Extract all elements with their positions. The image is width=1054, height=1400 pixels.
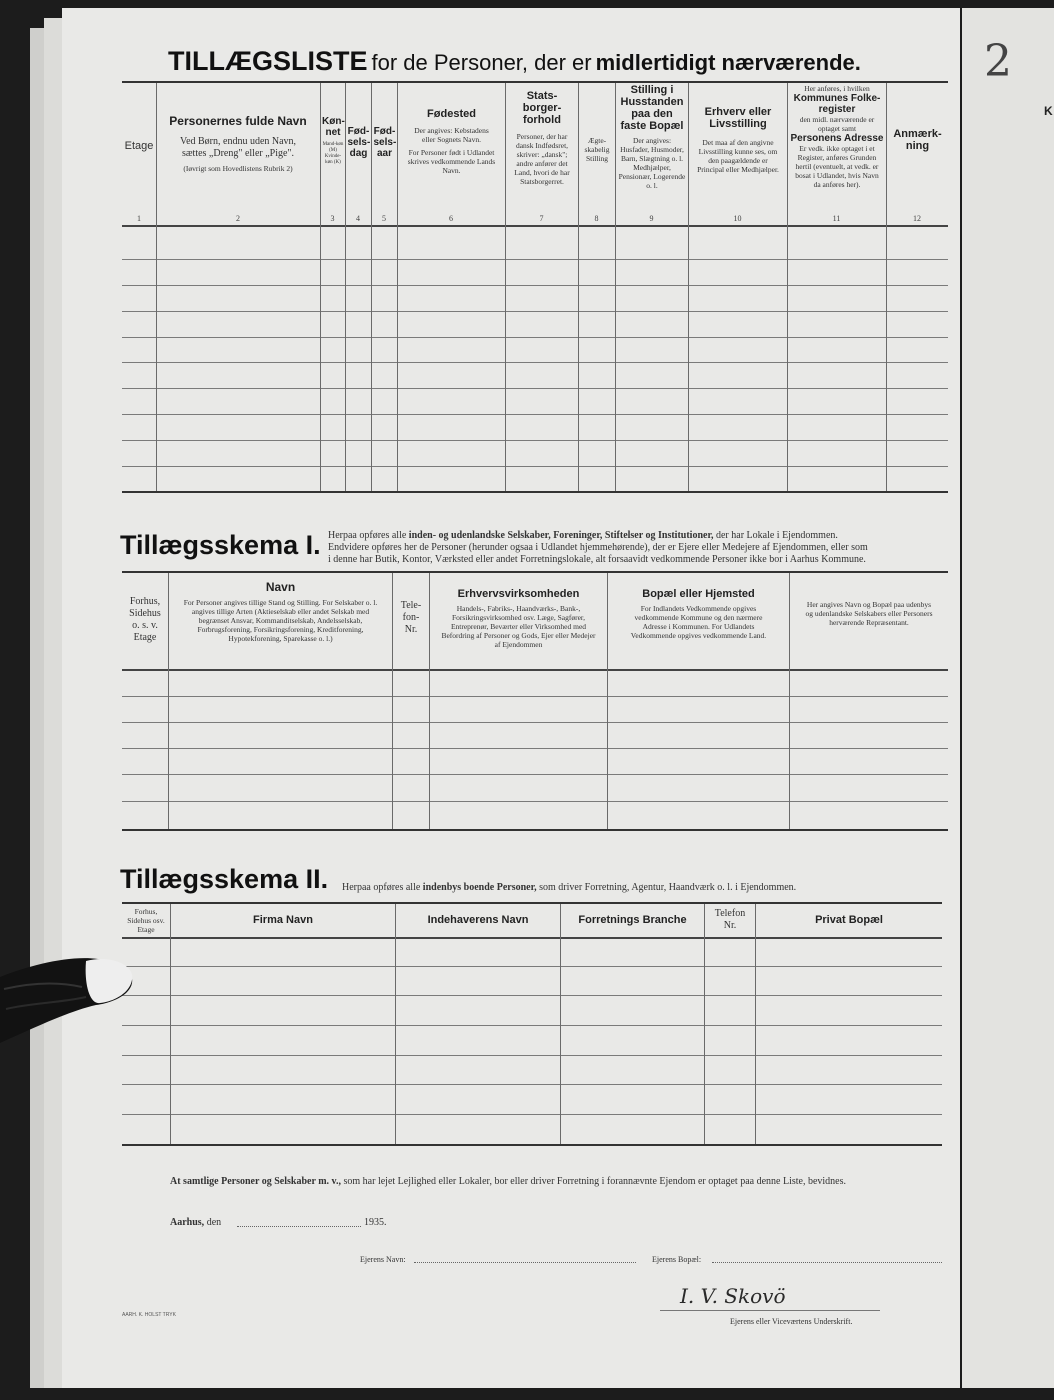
printer-mark: AARH. K. HOLST TRYK	[122, 1312, 176, 1318]
col-etage-header: Etage	[124, 140, 154, 152]
col-navn-header: Personernes fulde Navn Ved Børn, endnu uden Navn, sættes „Dreng" eller „Pige". (Iøvrigt som Hovedlistens Rubrik 2)	[169, 114, 307, 173]
owner-name-label: Ejerens Navn:	[360, 1255, 406, 1264]
page-title: TILLÆGSLISTE for de Personer, der er midlertidigt nærværende.	[168, 46, 861, 76]
right-page-letter: K	[1044, 104, 1053, 118]
thumb-overlay	[0, 945, 140, 1055]
col-number: 7	[539, 214, 544, 223]
owner-name-line	[414, 1262, 636, 1263]
s1-col-navn-header: Navn For Personer angives tillige Stand og Stilling. For Selskaber o. l. angives tillige Arten (Aktieselskab eller andet Selskab med begrænset Ansvar, Kommanditselskab, Andelsselskab, Forbrugsforening, Forsikringsforening, Kreditforening, Hypotekforening, Sparekasse o. l.)	[183, 580, 378, 643]
col-number: 11	[832, 214, 841, 223]
footer-date-line: Aarhus, den	[170, 1217, 222, 1228]
s2-col-branche-header: Forretnings Branche	[578, 914, 687, 926]
s1-col-repraesentant-header: Her angives Navn og Bopæl paa udenbys og udenlandske Selskabers eller Personers herværende Repræsentant.	[805, 600, 933, 627]
col-number: 8	[594, 214, 599, 223]
col-anmaerkning-header: Anmærk-ning	[893, 128, 942, 152]
col-erhverv-header: Erhverv eller Livsstilling Det maa af den angivne Livsstilling kunne ses, om den paagældende er Principal eller Medhjælper.	[697, 106, 779, 174]
col-number: 10	[733, 214, 742, 223]
col-number: 5	[382, 214, 386, 223]
s2-col-firma-header: Firma Navn	[253, 914, 313, 926]
signature: I. V. Skovö	[680, 1284, 786, 1308]
col-koen-header: Køn-net Mand-køn (M) Kvinde-køn (K)	[322, 116, 345, 165]
footer-year: 1935.	[364, 1217, 387, 1228]
date-fill-line	[237, 1226, 361, 1227]
skema1-intro: Herpaa opføres alle inden- og udenlandske Selskaber, Foreninger, Stiftelser og Institutioner, der har Lokale i Ejendommen. Endvidere opføres her de Personer (herunder ogsaa i Udlandet hjemmehørende), der er Ejere eller Medejere af Ejendommen, eller som i denne har Butik, Kontor, Værksted eller andet Forretningslokale, alt forsaavidt vedkommende Personer ikke bor i Aarhus Kommune.	[328, 530, 868, 565]
s2-col-indehaver-header: Indehaverens Navn	[427, 914, 529, 926]
col-number: 12	[913, 214, 921, 223]
s1-col-etage-header: Forhus, Sidehus o. s. v. Etage	[129, 596, 161, 643]
skema1-title: Tillægsskema I.	[120, 530, 321, 560]
col-number: 2	[236, 214, 240, 223]
facing-page	[962, 8, 1054, 1388]
s2-col-privat-bopael-header: Privat Bopæl	[815, 914, 883, 926]
signature-label: Ejerens eller Viceværtens Underskrift.	[730, 1317, 853, 1326]
col-number: 1	[137, 214, 141, 223]
col-aegteskab-header: Ægte-skabelig Stilling	[584, 136, 610, 163]
skema2-intro: Herpaa opføres alle indenbys boende Personer, som driver Forretning, Agentur, Haandværk o. l. i Ejendommen.	[342, 882, 797, 893]
s2-col-telefon-header: Telefon Nr.	[714, 908, 746, 931]
col-foedselsdag-header: Fød-sels-dag	[347, 126, 371, 159]
col-statsborger-header: Stats-borger-forhold Personer, der har dansk Indfødsret, skriver: „dansk"; andre anfører det Land, hvori de har Statsborgerret.	[514, 90, 570, 186]
footer-statement: At samtlige Personer og Selskaber m. v., som har lejet Lejlighed eller Lokaler, bor eller driver Forretning i forannævnte Ejendom er optaget paa denne Liste, bevidnes.	[170, 1176, 846, 1187]
col-number: 4	[356, 214, 360, 223]
s1-col-bopael-header: Bopæl eller Hjemsted For Indlandets Vedkommende opgives vedkommende Kommune og den nærmere Adresse i Kommunen. For Udlandets Vedkommende opgives vedkommende Land.	[630, 588, 767, 640]
signature-line	[660, 1310, 880, 1311]
s1-col-telefon-header: Tele-fon-Nr.	[400, 600, 422, 635]
owner-address-line	[712, 1262, 942, 1263]
col-foedested-header: Fødested Der angives: Kebstadens eller Sognets Navn. For Personer født i Udlandet skrives vedkommende Lands Navn.	[407, 108, 496, 175]
s2-col-etage-header: Forhus, Sidehus osv. Etage	[127, 906, 165, 934]
col-stilling-header: Stilling i Husstanden paa den faste Bopæl Der angives: Husfader, Husmoder, Barn, Slægtning o. l. Medhjælper, Pensionær, Logerende o. l.	[618, 84, 686, 190]
col-folkeregister-header: Her anføres, i hvilken Kommunes Folke-register den midl. nærværende er optaget samt Personens Adresse Er vedk. ikke optaget i et Register, anføres Grunden hertil (eventuelt, at vedk. er bosat i Udlandet, hvis Navn da anføres her).	[790, 84, 884, 189]
skema2-title: Tillægsskema II.	[120, 864, 329, 894]
col-number: 3	[330, 214, 335, 223]
handwritten-page-number: 2	[984, 36, 1012, 87]
owner-address-label: Ejerens Bopæl:	[652, 1255, 702, 1264]
col-foedselsaar-header: Fød-sels-aar	[373, 126, 397, 159]
col-number: 6	[449, 214, 453, 223]
s1-col-erhverv-header: Erhvervsvirksomheden Handels-, Fabriks-, Haandværks-, Bank-, Forsikringsvirksomhed osv. Læge, Sagfører, Entreprenør, Beværter eller Virksomhed med Befordring af Personer og Gods, Ejer eller Medejer af Ejendommen	[441, 588, 596, 649]
col-number: 9	[649, 214, 654, 223]
